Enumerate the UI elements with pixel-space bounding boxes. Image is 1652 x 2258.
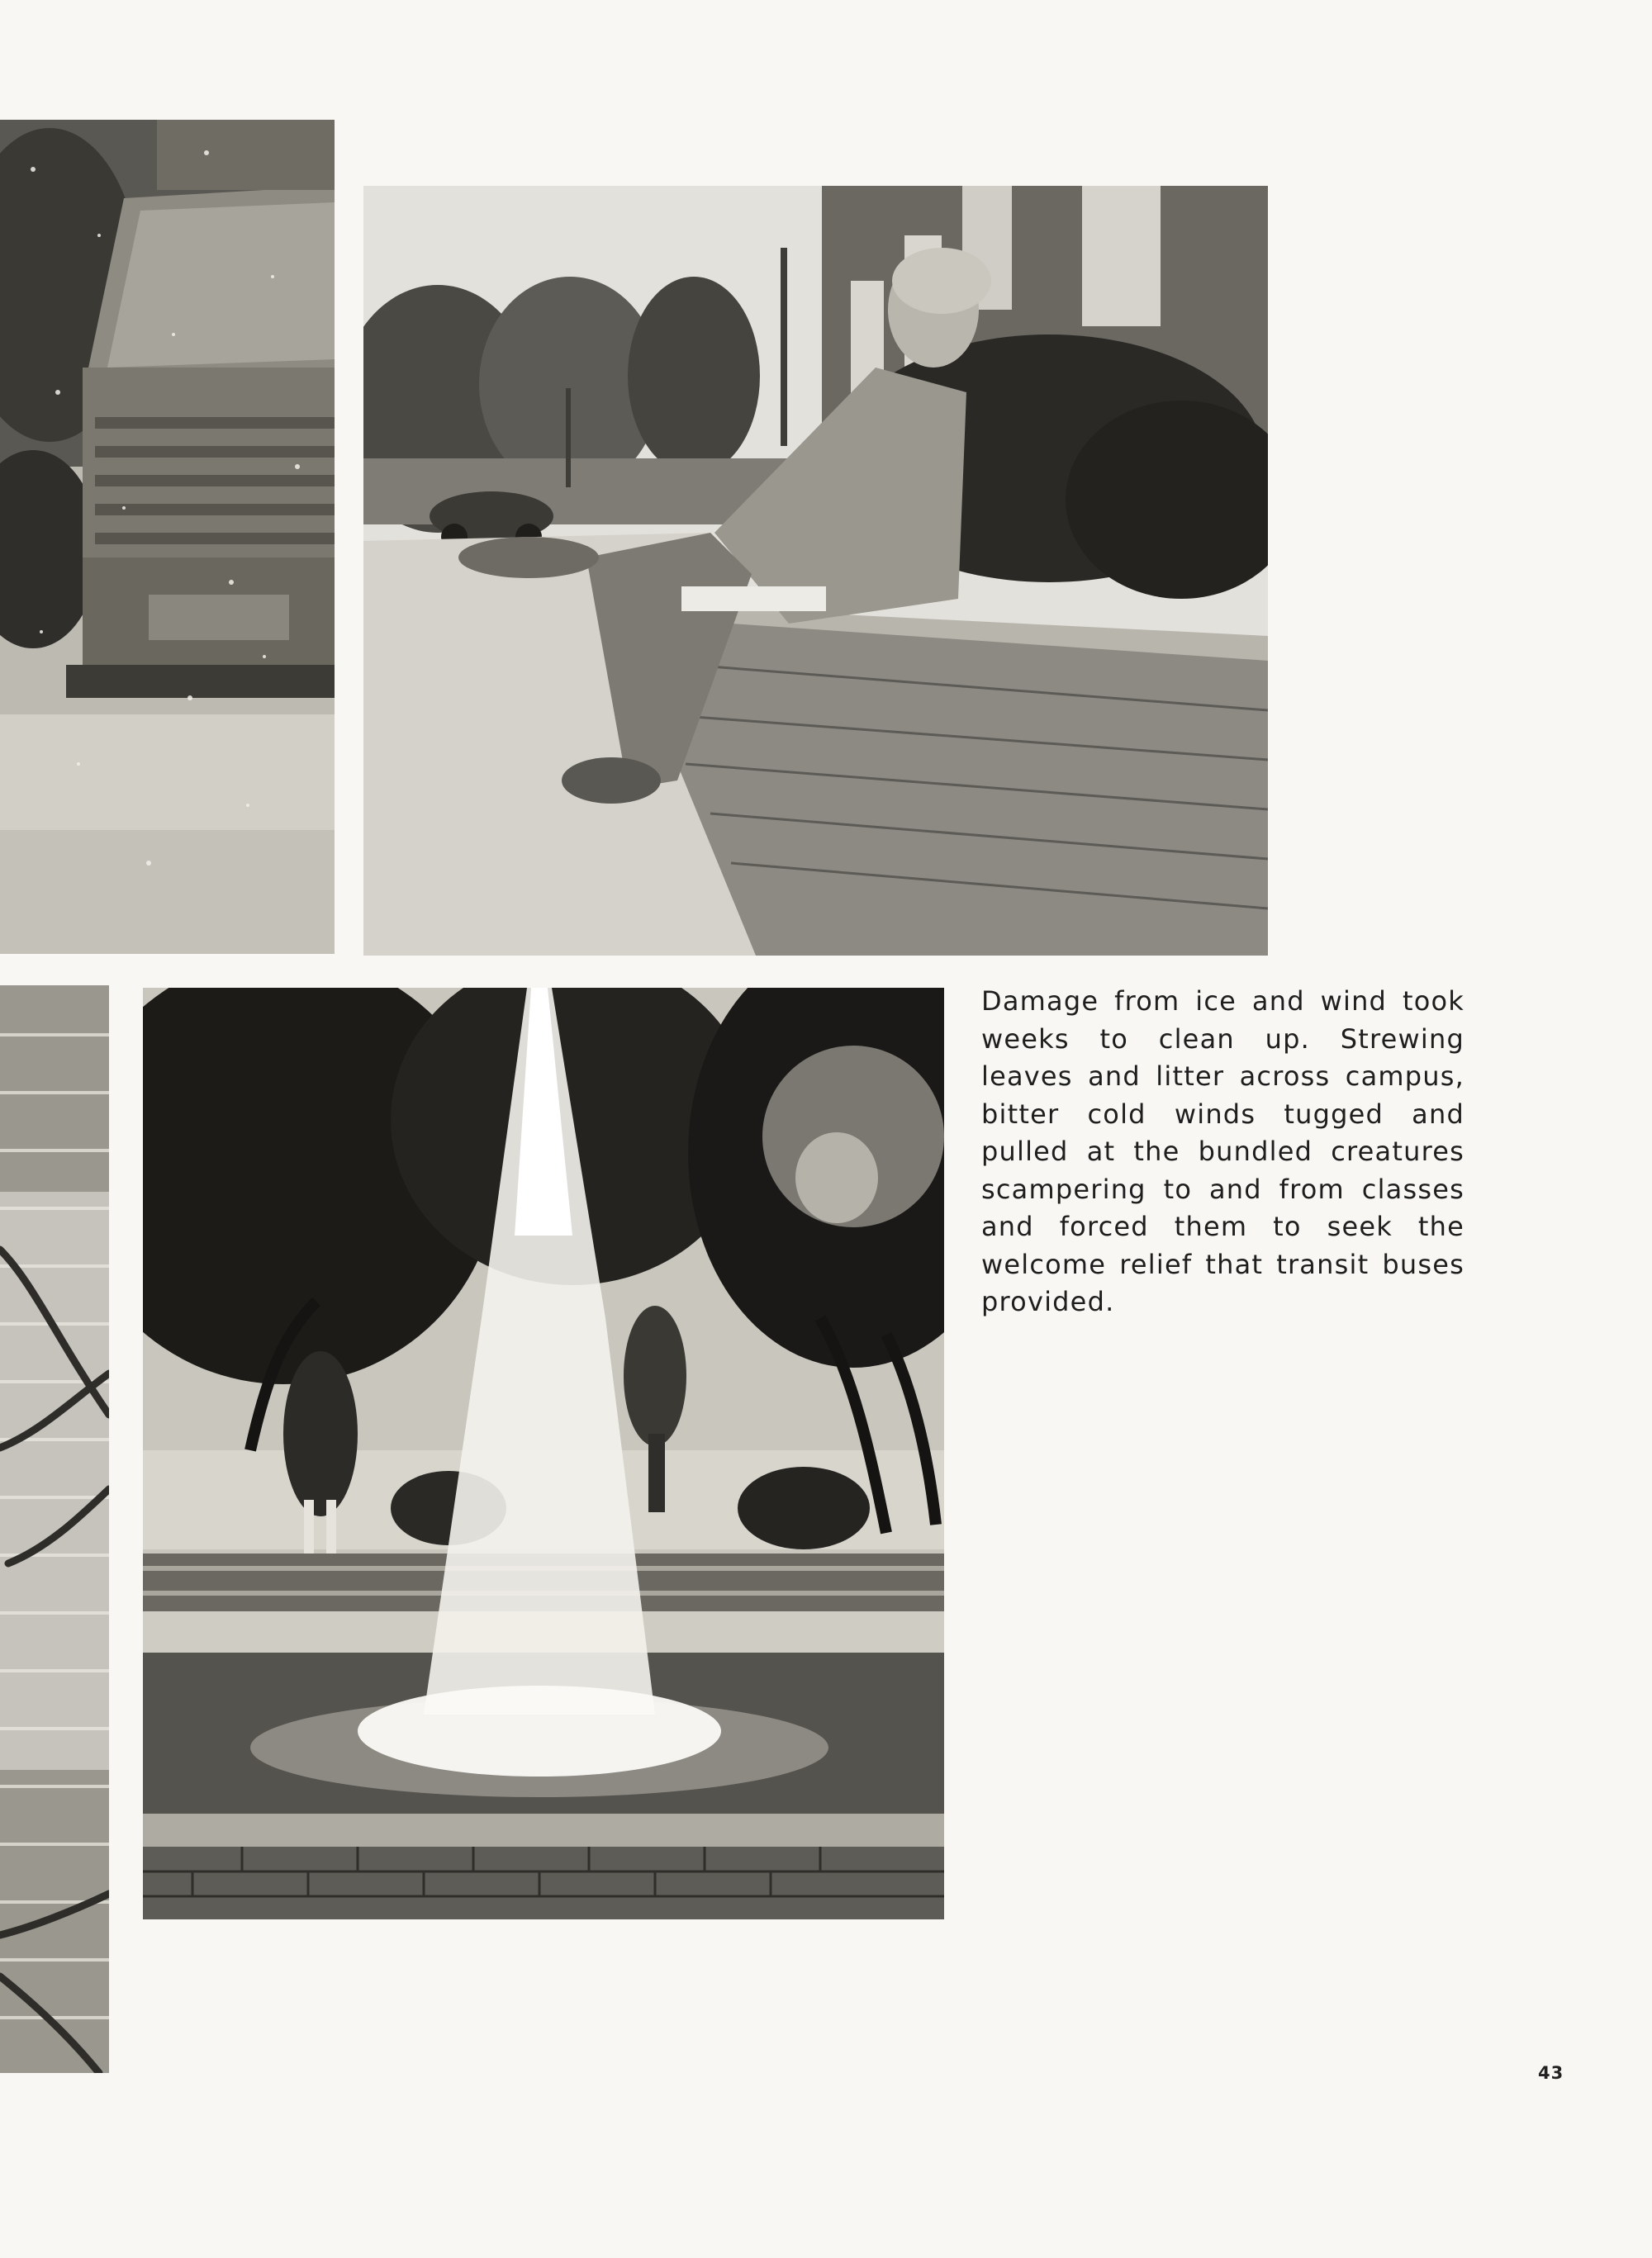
brick-wall-and-branches-photo bbox=[0, 985, 109, 2073]
campus-fountain-photo bbox=[143, 988, 944, 1919]
van-in-snow-photo bbox=[0, 120, 335, 954]
student-resting-on-brick-wall-photo bbox=[363, 186, 1268, 956]
page-number: 43 bbox=[1538, 2063, 1564, 2083]
photo-caption: Damage from ice and wind took weeks to clean up. Strewing leaves and litter across campus, bitter cold winds tugged and pulled at the bundled creatures scampering to and from classes and forced them to seek the welcome relief that transit buses provided. bbox=[981, 985, 1464, 1317]
